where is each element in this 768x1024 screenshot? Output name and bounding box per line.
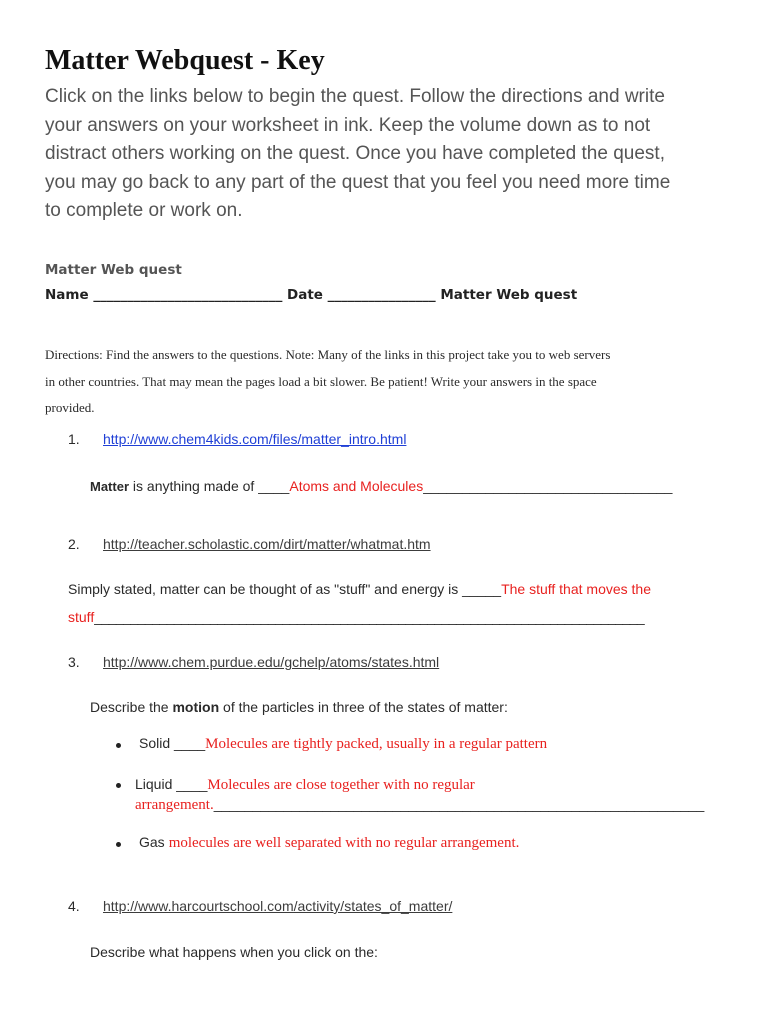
bullet-icon (116, 842, 121, 847)
bullet-icon (116, 783, 121, 788)
question-number: 3. (68, 654, 80, 670)
question-2-link[interactable]: http://teacher.scholastic.com/dirt/matter/whatmat.htm (103, 536, 431, 552)
name-date-line: Name ____________________________ Date ________________ Matter Web quest (45, 287, 578, 303)
intro-line: to complete or work on. (45, 200, 243, 221)
liquid-answer: Molecules are close together with no regular (207, 777, 475, 793)
question-2-text (68, 581, 651, 597)
liquid-answer-cont: arrangement. (135, 797, 214, 813)
worksheet-subtitle: Matter Web quest (45, 262, 182, 278)
solid-answer: Molecules are tightly packed, usually in a regular pattern (205, 736, 548, 752)
question-4-prompt: Describe what happens when you click on the: (90, 944, 378, 960)
question-1-link[interactable]: http://www.chem4kids.com/files/matter_intro.html (103, 431, 407, 447)
intro-line: you may go back to any part of the quest that you feel you need more time (45, 172, 671, 193)
directions-line: Directions: Find the answers to the questions. Note: Many of the links in this project take you to web servers (45, 347, 611, 362)
question-2-answer-cont: stuff (68, 609, 95, 625)
liquid-item-cont (135, 796, 704, 814)
motion-bold-word: motion (172, 699, 220, 715)
intro-line: distract others working on the quest. Once you have completed the quest, (45, 143, 665, 164)
answer-underline: _______________________________________________________________ (213, 796, 705, 812)
question-number: 1. (68, 431, 80, 447)
gas-answer: molecules are well separated with no regular arrangement. (168, 835, 520, 851)
directions-line: provided. (45, 400, 95, 415)
question-number: 2. (68, 536, 80, 552)
question-number: 4. (68, 898, 80, 914)
intro-line: Click on the links below to begin the quest. Follow the directions and write (45, 86, 665, 107)
question-4-link[interactable]: http://www.harcourtschool.com/activity/states_of_matter/ (103, 898, 453, 914)
solid-item (139, 735, 547, 753)
question-1-prompt: is anything made of ____ (129, 478, 290, 494)
prompt-text: of the particles in three of the states of matter: (219, 699, 508, 715)
question-1-answer: Atoms and Molecules (289, 478, 424, 494)
question-2-text-cont (68, 609, 644, 625)
question-2-answer: The stuff that moves the (501, 581, 651, 597)
answer-underline: ________________________________ (423, 478, 673, 494)
gas-item (139, 834, 519, 852)
directions-line: in other countries. That may mean the pages load a bit slower. Be patient! Write your answers in the space (45, 374, 597, 389)
question-1-text (90, 478, 672, 494)
question-2-prompt: Simply stated, matter can be thought of as "stuff" and energy is _____ (68, 581, 502, 597)
intro-line: your answers on your worksheet in ink. Keep the volume down as to not (45, 115, 651, 136)
matter-bold-word: Matter (90, 479, 130, 494)
solid-label: Solid ____ (139, 735, 206, 751)
prompt-text: Describe the (90, 699, 173, 715)
page-title: Matter Webquest - Key (45, 45, 325, 76)
liquid-item (135, 776, 475, 794)
liquid-label: Liquid ____ (135, 776, 208, 792)
question-3-link[interactable]: http://www.chem.purdue.edu/gchelp/atoms/states.html (103, 654, 440, 670)
bullet-icon (116, 743, 121, 748)
gas-label: Gas (139, 834, 165, 850)
question-3-prompt (90, 699, 508, 715)
answer-underline: ____________________________________________________________________________ (94, 609, 645, 625)
